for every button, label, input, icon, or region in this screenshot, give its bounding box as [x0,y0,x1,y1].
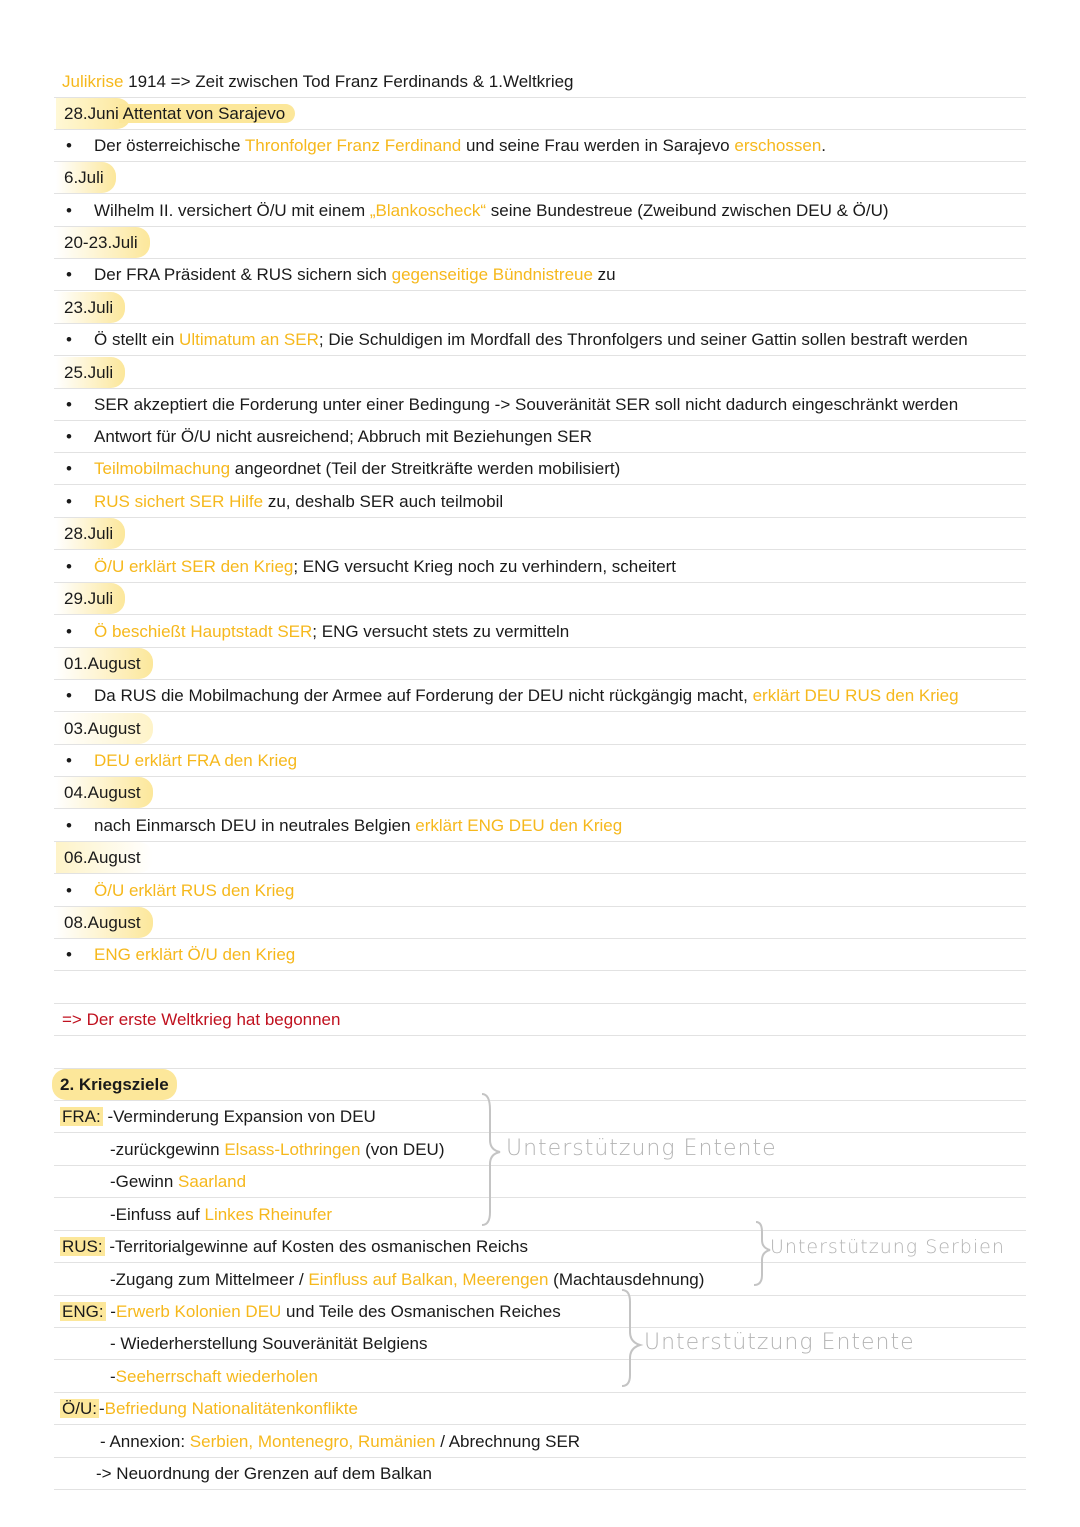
date-label: 03.August [56,713,153,744]
goal-row-eng: ENG: -Erwerb Kolonien DEU und Teile des Osmanischen Reiches [54,1296,1026,1328]
term-julikrise: Julikrise [62,72,124,91]
date-label: 28.Juni [56,98,131,129]
date-row [54,648,1026,680]
bullet-row: • Ö stellt ein Ultimatum an SER; Die Schuldigen im Mordfall des Thronfolgers und seiner Gattin sollen bestraft werden [54,324,1026,356]
goal-row: - Wiederherstellung Souveränität Belgiens [54,1328,1026,1360]
country-label-rus: RUS: [62,1237,103,1256]
date-row [54,907,1026,939]
date-label: 23.Juli [56,292,125,323]
section-title: 2. Kriegsziele [52,1069,177,1100]
bullet-row: • Der österreichische Thronfolger Franz Ferdinand und seine Frau werden in Sarajevo erschossen. [54,130,1026,162]
date-row [54,98,1026,130]
bullet-row: • RUS sichert SER Hilfe zu, deshalb SER auch teilmobil [54,486,1026,518]
event-title: Attentat von Sarajevo [119,104,295,123]
julikrise-line [54,66,1026,98]
date-label: 08.August [56,907,153,938]
date-row [54,162,1026,194]
date-row [54,292,1026,324]
date-row [54,357,1026,389]
bullet-row: • nach Einmarsch DEU in neutrales Belgien erklärt ENG DEU den Krieg [54,810,1026,842]
bullet-row: • SER akzeptiert die Forderung unter einer Bedingung -> Souveränität SER soll nicht dadurch eingeschränkt werden [54,389,1026,421]
blank-line [54,972,1026,1004]
date-label: 28.Juli [56,518,125,549]
handwritten-note: Unterstützung Serbien [770,1236,1005,1258]
date-row [54,713,1026,745]
country-label-eng: ENG: [62,1302,104,1321]
bullet-row: • Da RUS die Mobilmachung der Armee auf Forderung der DEU nicht rückgängig macht, erklärt DEU RUS den Krieg [54,680,1026,712]
bullet-row: • Ö beschießt Hauptstadt SER; ENG versucht stets zu vermitteln [54,616,1026,648]
bullet-row: • DEU erklärt FRA den Krieg [54,745,1026,777]
date-label: 6.Juli [56,162,116,193]
date-label: 20-23.Juli [56,227,150,258]
goal-row-rus: RUS: -Territorialgewinne auf Kosten des osmanischen Reichs [54,1231,1026,1263]
goal-row-ou: Ö/U: -Befriedung Nationalitätenkonflikte [54,1393,1026,1425]
conclusion-text: => Der erste Weltkrieg hat begonnen [62,1010,341,1029]
date-label: 25.Juli [56,357,125,388]
goal-row: -> Neuordnung der Grenzen auf dem Balkan [54,1458,1026,1490]
goal-row: - Annexion: Serbien, Montenegro, Rumänien / Abrechnung SER [54,1426,1026,1458]
goal-row: -zurückgewinn Elsass-Lothringen (von DEU) [54,1134,1026,1166]
goal-row-fra: FRA: -Verminderung Expansion von DEU [54,1101,1026,1133]
country-label-ou: Ö/U: [62,1399,97,1418]
goal-row: -Gewinn Saarland [54,1166,1026,1198]
bullet-row: • Ö/U erklärt SER den Krieg; ENG versucht Krieg noch zu verhindern, scheitert [54,551,1026,583]
handwritten-note: Unterstützung Entente [506,1136,777,1161]
date-label: 29.Juli [56,583,125,614]
date-label: 04.August [56,777,153,808]
bullet-row: • Teilmobilmachung angeordnet (Teil der Streitkräfte werden mobilisiert) [54,453,1026,485]
date-row [54,227,1026,259]
handwritten-note: Unterstützung Entente [644,1330,915,1355]
date-row [54,777,1026,809]
date-label: 06.August [56,842,153,873]
bullet-row: • Ö/U erklärt RUS den Krieg [54,875,1026,907]
date-row [54,583,1026,615]
date-row [54,518,1026,550]
date-label: 01.August [56,648,153,679]
goal-row: -Einfuss auf Linkes Rheinufer [54,1199,1026,1231]
bullet-row: • Antwort für Ö/U nicht ausreichend; Abbruch mit Beziehungen SER [54,421,1026,453]
country-label-fra: FRA: [62,1107,101,1126]
section-header-line [54,1069,1026,1101]
julikrise-definition: 1914 => Zeit zwischen Tod Franz Ferdinands & 1.Weltkrieg [123,72,574,91]
goal-row: -Seeherrschaft wiederholen [54,1361,1026,1393]
bullet-row: • Wilhelm II. versichert Ö/U mit einem „Blankoscheck“ seine Bundestreue (Zweibund zwischen DEU & Ö/U) [54,195,1026,227]
bullet-row: • Der FRA Präsident & RUS sichern sich gegenseitige Bündnistreue zu [54,259,1026,291]
blank-line [54,1037,1026,1069]
goal-row: -Zugang zum Mittelmeer / Einfluss auf Balkan, Meerengen (Machtausdehnung) [54,1264,1026,1296]
date-row [54,842,1026,874]
bullet-row: • ENG erklärt Ö/U den Krieg [54,939,1026,971]
conclusion-line [54,1004,1026,1036]
